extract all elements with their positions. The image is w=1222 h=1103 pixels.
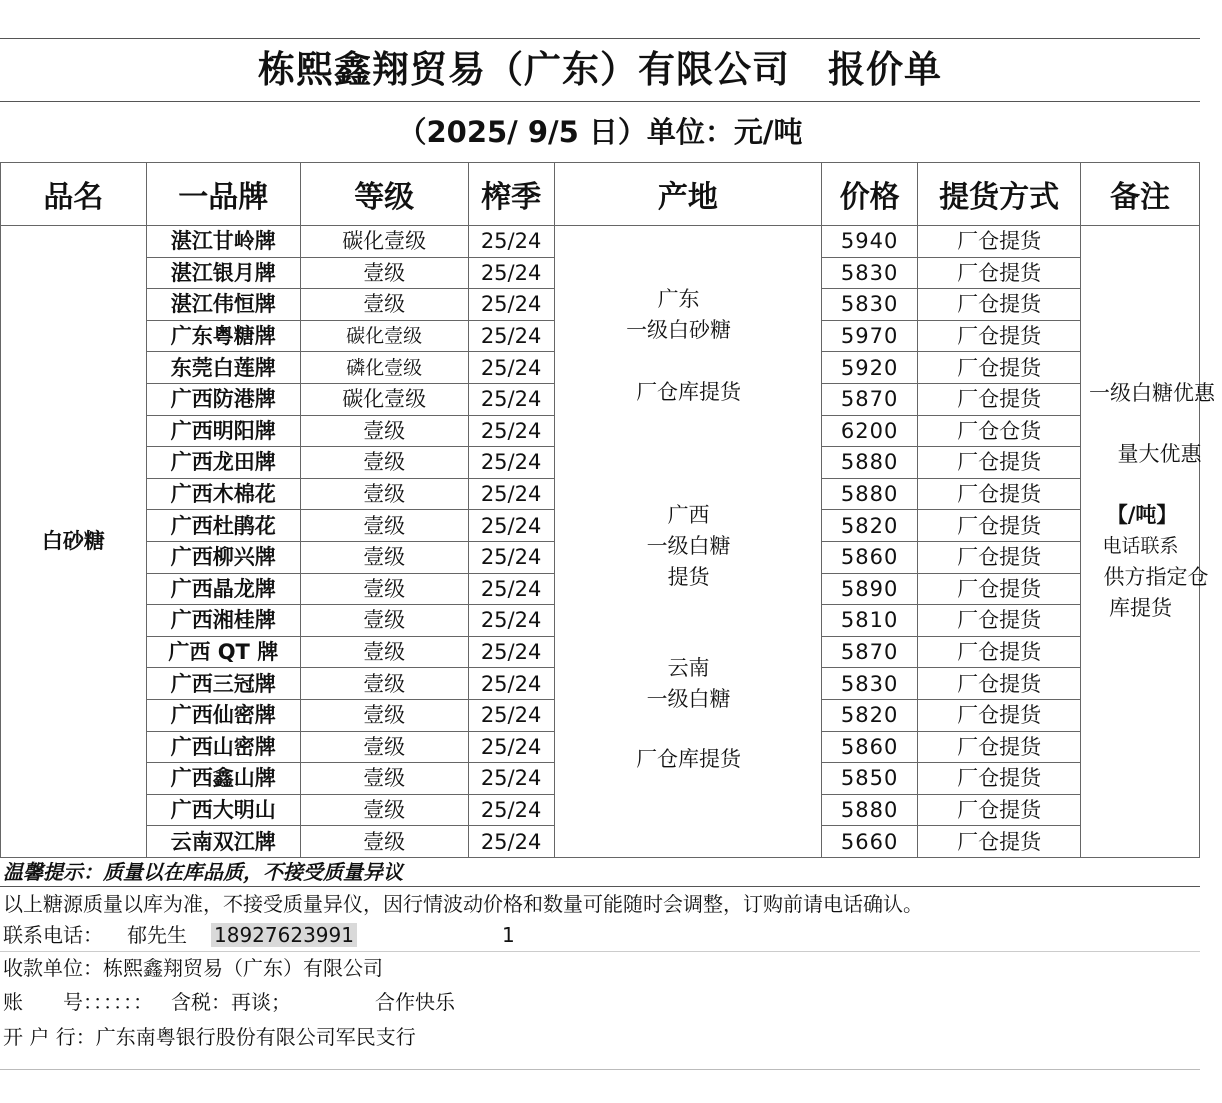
season-cell: 25/24	[468, 415, 554, 447]
season-cell: 25/24	[468, 699, 554, 731]
season-cell: 25/24	[468, 289, 554, 321]
pickup-cell: 厂仓提货	[918, 541, 1081, 573]
grade-cell: 壹级	[300, 415, 468, 447]
product-name: 白砂糖	[1, 226, 147, 858]
pickup-cell: 厂仓提货	[918, 794, 1081, 826]
origin-guangxi	[555, 500, 823, 593]
price-cell: 5940	[822, 226, 918, 258]
price-cell: 5830	[822, 668, 918, 700]
origin-gx-line3: 提货	[667, 565, 710, 589]
origin-gd-pickup: 厂仓库提货	[636, 380, 742, 404]
brand-cell: 广西龙田牌	[146, 447, 300, 479]
grade-cell: 壹级	[300, 763, 468, 795]
pickup-cell: 厂仓提货	[918, 699, 1081, 731]
price-cell: 5830	[822, 257, 918, 289]
pickup-cell: 厂仓提货	[918, 226, 1081, 258]
pickup-cell: 厂仓提货	[918, 636, 1081, 668]
quote-table	[0, 162, 1216, 858]
brand-cell: 广西仙密牌	[146, 699, 300, 731]
origin-gx-line1: 广西	[667, 503, 710, 527]
season-cell: 25/24	[468, 668, 554, 700]
page-title: 栋熙鑫翔贸易（广东）有限公司 报价单	[258, 48, 942, 91]
payee-value: 栋熙鑫翔贸易（广东）有限公司	[103, 956, 383, 980]
contact-line	[3, 920, 515, 950]
origin-gx-line2: 一级白糖	[646, 534, 731, 558]
origin-yn-line1: 云南	[667, 656, 710, 680]
price-cell: 5860	[822, 731, 918, 763]
pickup-cell: 厂仓提货	[918, 478, 1081, 510]
price-cell: 5820	[822, 510, 918, 542]
col-header-product: 品名	[1, 163, 147, 226]
contact-extra: 1	[501, 923, 515, 947]
price-cell: 6200	[822, 415, 918, 447]
date-unit-line: （2025/ 9/5 日）单位：元/吨	[397, 115, 803, 149]
brand-cell: 湛江甘岭牌	[146, 226, 300, 258]
season-cell: 25/24	[468, 320, 554, 352]
season-cell: 25/24	[468, 447, 554, 479]
grade-cell: 壹级	[300, 510, 468, 542]
price-cell: 5810	[822, 605, 918, 637]
brand-cell: 湛江伟恒牌	[146, 289, 300, 321]
col-header-grade: 等级	[300, 163, 468, 226]
bank-line	[3, 1022, 416, 1052]
brand-cell: 广西柳兴牌	[146, 541, 300, 573]
season-cell: 25/24	[468, 573, 554, 605]
table-row	[1, 226, 1200, 258]
pickup-cell: 厂仓提货	[918, 605, 1081, 637]
payee-line	[3, 953, 383, 983]
brand-cell: 广西大明山	[146, 794, 300, 826]
season-cell: 25/24	[468, 541, 554, 573]
top-border	[0, 38, 1200, 39]
pickup-cell: 厂仓提货	[918, 320, 1081, 352]
price-cell: 5890	[822, 573, 918, 605]
origin-gd-line1: 广东	[657, 287, 700, 311]
price-cell: 5880	[822, 478, 918, 510]
price-cell: 5830	[822, 289, 918, 321]
warm-tip: 温馨提示：质量以在库品质，不接受质量异议	[3, 860, 403, 884]
price-cell: 5970	[822, 320, 918, 352]
remark-line4: 电话联系	[1102, 535, 1179, 557]
brand-cell: 广东粤糖牌	[146, 320, 300, 352]
price-cell: 5880	[822, 447, 918, 479]
grade-cell: 壹级	[300, 573, 468, 605]
origin-guangdong	[545, 284, 813, 346]
pickup-cell: 厂仓提货	[918, 447, 1081, 479]
brand-cell: 广西杜鹃花	[146, 510, 300, 542]
tax-note: 含税：再谈；	[171, 990, 291, 1014]
remark-line2: 量大优惠	[1117, 442, 1202, 466]
remarks-cell	[1081, 226, 1216, 858]
notice-text: 以上糖源质量以库为准，不接受质量异仪，因行情波动价格和数量可能随时会调整，订购前请电话确认。	[3, 892, 923, 916]
contact-label: 联系电话：	[3, 923, 103, 947]
season-cell: 25/24	[468, 478, 554, 510]
season-cell: 25/24	[468, 226, 554, 258]
pickup-cell: 厂仓提货	[918, 257, 1081, 289]
remark-line6: 库提货	[1109, 596, 1173, 620]
brand-cell: 广西三冠牌	[146, 668, 300, 700]
grade-cell: 壹级	[300, 447, 468, 479]
brand-cell: 广西 QT 牌	[146, 636, 300, 668]
col-header-origin: 产地	[554, 163, 822, 226]
grade-cell: 壹级	[300, 731, 468, 763]
pickup-cell: 厂仓提货	[918, 289, 1081, 321]
account-line	[3, 987, 455, 1017]
pickup-cell: 厂仓提货	[918, 573, 1081, 605]
pickup-cell: 厂仓提货	[918, 352, 1081, 384]
grade-cell: 壹级	[300, 541, 468, 573]
grade-cell: 磷化壹级	[300, 352, 468, 384]
price-cell: 5660	[822, 826, 918, 858]
brand-cell: 广西晶龙牌	[146, 573, 300, 605]
brand-cell: 广西木棉花	[146, 478, 300, 510]
pickup-cell: 厂仓提货	[918, 510, 1081, 542]
payee-label: 收款单位：	[3, 956, 103, 980]
bank-value: 广东南粤银行股份有限公司军民支行	[95, 1025, 416, 1049]
brand-cell: 广西防港牌	[146, 383, 300, 415]
brand-cell: 广西湘桂牌	[146, 605, 300, 637]
slogan: 合作快乐	[375, 990, 455, 1014]
grade-cell: 壹级	[300, 826, 468, 858]
season-cell: 25/24	[468, 605, 554, 637]
grade-cell: 壹级	[300, 605, 468, 637]
grade-cell: 壹级	[300, 668, 468, 700]
title-divider	[0, 101, 1200, 102]
grade-cell: 碳化壹级	[300, 226, 468, 258]
remark-line3: 【/吨】	[1106, 503, 1178, 527]
season-cell: 25/24	[468, 731, 554, 763]
season-cell: 25/24	[468, 383, 554, 415]
origin-yunnan	[555, 653, 823, 715]
grade-cell: 壹级	[300, 636, 468, 668]
col-header-remarks: 备注	[1081, 163, 1200, 226]
brand-cell: 湛江银月牌	[146, 257, 300, 289]
season-cell: 25/24	[468, 510, 554, 542]
tip-divider	[0, 886, 1200, 887]
col-header-brand: 一品牌	[146, 163, 300, 226]
col-header-season: 榨季	[468, 163, 554, 226]
price-cell: 5820	[822, 699, 918, 731]
pickup-cell: 厂仓提货	[918, 826, 1081, 858]
price-cell: 5870	[822, 636, 918, 668]
grade-cell: 壹级	[300, 699, 468, 731]
grade-cell: 壹级	[300, 289, 468, 321]
table-header-row	[1, 163, 1200, 226]
brand-cell: 广西鑫山牌	[146, 763, 300, 795]
season-cell: 25/24	[468, 826, 554, 858]
brand-cell: 东莞白莲牌	[146, 352, 300, 384]
season-cell: 25/24	[468, 257, 554, 289]
grade-cell: 碳化壹级	[300, 320, 468, 352]
season-cell: 25/24	[468, 636, 554, 668]
brand-cell: 广西明阳牌	[146, 415, 300, 447]
pickup-cell: 厂仓仓货	[918, 415, 1081, 447]
grade-cell: 壹级	[300, 257, 468, 289]
account-label: 账 号：：：：：：	[3, 990, 153, 1014]
grade-cell: 碳化壹级	[300, 383, 468, 415]
col-header-price: 价格	[822, 163, 918, 226]
pickup-cell: 厂仓提货	[918, 668, 1081, 700]
bottom-border	[0, 1069, 1200, 1070]
col-header-pickup: 提货方式	[918, 163, 1081, 226]
contact-divider	[0, 951, 1200, 952]
contact-phone[interactable]: 18927623991	[211, 923, 357, 947]
origin-yn-pickup: 厂仓库提货	[636, 747, 742, 771]
price-cell: 5880	[822, 794, 918, 826]
contact-name: 郁先生	[127, 923, 187, 947]
brand-cell: 广西山密牌	[146, 731, 300, 763]
bank-label: 开 户 行：	[3, 1025, 96, 1049]
remark-line1: 一级白糖优惠	[1089, 381, 1216, 405]
remark-line5: 供方指定仓	[1103, 565, 1209, 589]
season-cell: 25/24	[468, 794, 554, 826]
price-cell: 5920	[822, 352, 918, 384]
pickup-cell: 厂仓提货	[918, 383, 1081, 415]
season-cell: 25/24	[468, 763, 554, 795]
price-cell: 5860	[822, 541, 918, 573]
grade-cell: 壹级	[300, 794, 468, 826]
brand-cell: 云南双江牌	[146, 826, 300, 858]
season-cell: 25/24	[468, 352, 554, 384]
origin-cell	[554, 226, 822, 858]
price-cell: 5870	[822, 383, 918, 415]
pickup-cell: 厂仓提货	[918, 731, 1081, 763]
origin-gd-line2: 一级白砂糖	[626, 318, 732, 342]
grade-cell: 壹级	[300, 478, 468, 510]
origin-yn-line2: 一级白糖	[646, 687, 731, 711]
price-cell: 5850	[822, 763, 918, 795]
pickup-cell: 厂仓提货	[918, 763, 1081, 795]
